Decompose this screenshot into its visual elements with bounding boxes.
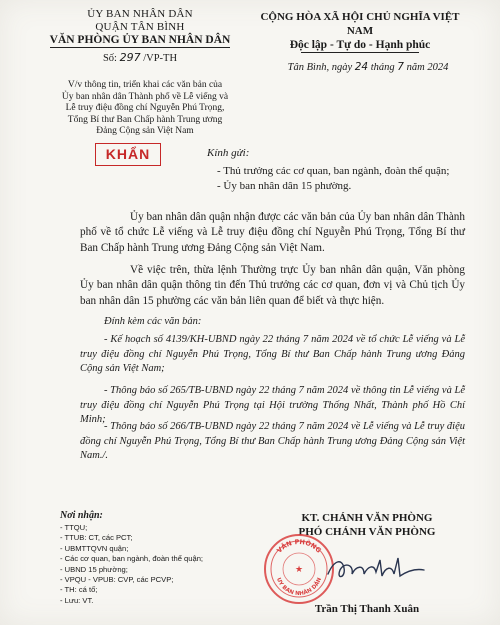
recipient-item: - Ủy ban nhân dân 15 phường. (217, 180, 352, 192)
issuer-line-3 (40, 34, 240, 48)
document-number-value: 297 (119, 51, 141, 64)
distribution-item: - TH: cá tố; (60, 585, 98, 595)
issuer-office-name: VĂN PHÒNG ỦY BAN NHÂN DÂN (49, 34, 231, 46)
date-month: 7 (397, 61, 404, 73)
national-motto: Độc lập - Tự do - Hạnh phúc (289, 39, 431, 51)
subject-line: Lễ truy điệu đồng chí Nguyễn Phú Trọng, (65, 103, 225, 113)
svg-text:UY BAN NHÂN DÂN (275, 577, 323, 598)
distribution-item: - Các cơ quan, ban ngành, đoàn thể quận; (60, 554, 204, 564)
attachment-item: - Kế hoạch số 4139/KH-UBND ngày 22 tháng 7 năm 2024 về tổ chức Lễ viếng và Lễ truy điệu đồng chí Nguyễn Phú Trọng, Tổng Bí thư Ban Chấp hành Trung ương Đảng Cộng sản Việt Nam; (80, 334, 465, 374)
distribution-title: Nơi nhận: (60, 510, 103, 521)
date-day: 24 (354, 61, 369, 73)
seal-star-icon: ★ (294, 565, 304, 575)
distribution-item: - VPQU - VPUB: CVP, các PCVP; (60, 575, 174, 585)
signer-name: Trần Thị Thanh Xuân (314, 603, 420, 615)
subject-line: Ủy ban nhân dân Thành phố về Lễ viếng và (61, 91, 229, 102)
distribution-item: - UBMTTQVN quận; (60, 543, 129, 553)
subject-line: Tổng Bí thư Ban Chấp hành Trung ương (67, 114, 223, 125)
issuer-line-2: QUẬN TÂN BÌNH (95, 21, 185, 33)
distribution-item: - Lưu: VT. (60, 595, 94, 605)
urgent-stamp: KHẨN (95, 143, 161, 166)
attachment-item: - Thông báo số 266/TB-UBND ngày 22 tháng 7 năm 2024 về Lễ viếng và Lễ truy điệu đồng chí Nguyễn Phú Trọng, Tổng Bí thư Ban Chấp hành Trung ương Đảng Cộng sản Việt Nam./. (80, 421, 465, 461)
document-number-prefix: Số: (102, 53, 117, 64)
distribution-list (60, 523, 203, 606)
national-header (250, 10, 470, 53)
national-title: CỘNG HÒA XÃ HỘI CHỦ NGHĨA VIỆT NAM (260, 11, 460, 37)
document-subject (40, 80, 250, 138)
issuer-line-1: ỦY BAN NHÂN DÂN (87, 8, 193, 20)
subject-line: Đảng Cộng sản Việt Nam (96, 126, 194, 136)
attachment-item: - Thông báo số 265/TB-UBND ngày 22 tháng 7 năm 2024 về thông tin Lễ viếng và Lễ truy điệu đồng chí Nguyễn Phú Trọng tại Hội trường Thống Nhất, Thành phố Hồ Chí Minh; (80, 385, 465, 425)
body-paragraph-1: Ủy ban nhân dân quận nhận được các văn bản của Ủy ban nhân dân Thành phố về tổ chức Lễ viếng và Lễ truy điệu đồng chí Nguyễn Phú Trọng, Tổng Bí thư Ban Chấp hành Trung ương Đảng Cộng sản Việt Nam. (80, 211, 465, 254)
seal-text-top: VĂN PHÒNG (275, 537, 323, 555)
distribution-item: - UBND 15 phường; (60, 564, 128, 574)
recipients-heading: Kính gửi: (207, 147, 250, 159)
date-month-label: tháng (370, 62, 395, 73)
date-prefix: Tân Bình, ngày (287, 62, 353, 73)
distribution-item: - TTQU; (60, 523, 88, 532)
signature-title: PHÓ CHÁNH VĂN PHÒNG (298, 526, 436, 538)
signature-authority: KT. CHÁNH VĂN PHÒNG (301, 512, 433, 524)
issuer-header (40, 8, 240, 65)
handwritten-signature (320, 548, 430, 588)
attachments-heading: Đính kèm các văn bản: (104, 316, 202, 327)
document-number (40, 51, 240, 65)
motto-underline (301, 52, 419, 53)
date-year: năm 2024 (406, 62, 449, 73)
subject-line: V/v thông tin, triển khai các văn bản của (67, 80, 223, 90)
issue-date (263, 61, 473, 73)
document-number-suffix: /VP-TH (143, 53, 178, 64)
body-paragraph-2: Về việc trên, thừa lệnh Thường trực Ủy ban nhân dân quận, Văn phòng Ủy ban nhân dân quận thông tin đến Thủ trưởng các cơ quan, đơn vị và Chủ tịch Ủy ban nhân dân 15 phường các văn bản liên quan để biết và thực hiện. (80, 264, 465, 307)
distribution-item: - TTUB: CT, các PCT; (60, 533, 133, 543)
seal-text-bottom: UY BAN NHÂN DÂN (274, 576, 324, 598)
recipient-item: - Thủ trưởng các cơ quan, ban ngành, đoàn thể quận; (217, 165, 450, 177)
